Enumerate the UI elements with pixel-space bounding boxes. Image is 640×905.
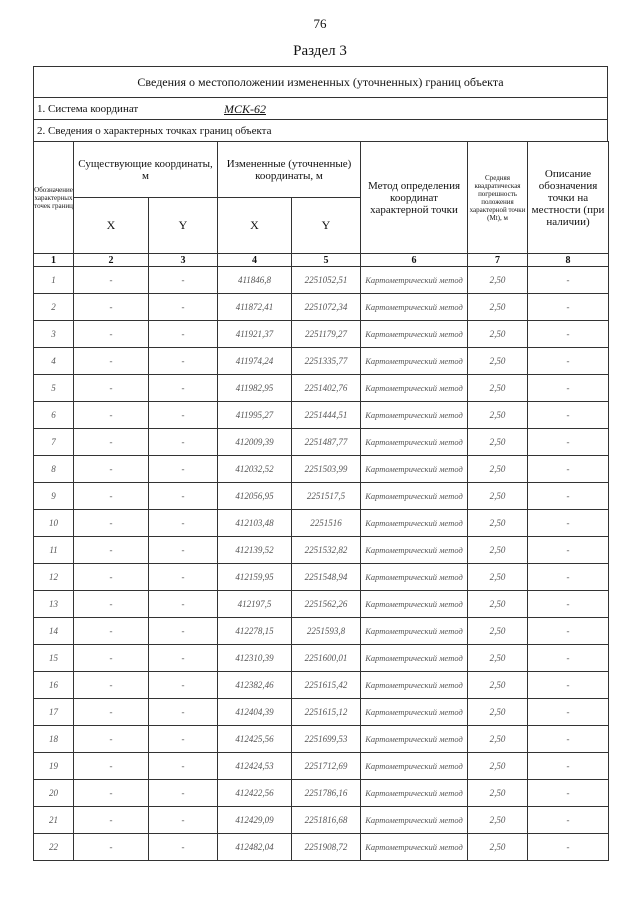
changed-x-cell: 412425,56 [218,726,292,753]
existing-y-cell: - [149,699,218,726]
changed-y-cell: 2251786,16 [292,780,361,807]
method-cell: Картометрический метод [361,834,468,861]
table-row [34,483,609,510]
point-number-cell: 18 [34,726,74,753]
coord-system-row [33,97,608,119]
table-row [34,672,609,699]
existing-y-cell: - [149,483,218,510]
coord-system-label: 1. Система координат [37,103,139,115]
description-cell: - [528,294,609,321]
changed-x-cell: 411974,24 [218,348,292,375]
method-cell: Картометрический метод [361,456,468,483]
accuracy-cell: 2,50 [468,807,528,834]
point-number-cell: 5 [34,375,74,402]
existing-x-cell: - [74,321,149,348]
column-number: 2 [74,254,149,267]
method-cell: Картометрический метод [361,294,468,321]
point-number-cell: 3 [34,321,74,348]
description-cell: - [528,591,609,618]
point-number-cell: 14 [34,618,74,645]
point-number-cell: 2 [34,294,74,321]
description-cell: - [528,456,609,483]
column-number: 7 [468,254,528,267]
point-number-cell: 12 [34,564,74,591]
method-cell: Картометрический метод [361,564,468,591]
accuracy-cell: 2,50 [468,375,528,402]
existing-y-cell: - [149,834,218,861]
accuracy-cell: 2,50 [468,483,528,510]
method-cell: Картометрический метод [361,753,468,780]
column-number-row [34,254,609,267]
method-cell: Картометрический метод [361,375,468,402]
changed-y-cell: 2251444,51 [292,402,361,429]
point-number-cell: 21 [34,807,74,834]
existing-x-cell: - [74,537,149,564]
changed-y-cell: 2251402,76 [292,375,361,402]
existing-y-cell: - [149,753,218,780]
accuracy-cell: 2,50 [468,267,528,294]
column-number: 5 [292,254,361,267]
existing-y-cell: - [149,564,218,591]
changed-y-cell: 2251335,77 [292,348,361,375]
method-cell: Картометрический метод [361,591,468,618]
point-number-cell: 9 [34,483,74,510]
table-row [34,564,609,591]
header-accuracy: Средняя квадратическая погрешность положения характерной точки (Mt), м [468,142,528,254]
accuracy-cell: 2,50 [468,834,528,861]
method-cell: Картометрический метод [361,267,468,294]
description-cell: - [528,537,609,564]
accuracy-cell: 2,50 [468,564,528,591]
existing-y-cell: - [149,672,218,699]
changed-x-cell: 412278,15 [218,618,292,645]
accuracy-cell: 2,50 [468,672,528,699]
accuracy-cell: 2,50 [468,591,528,618]
changed-x-cell: 411921,37 [218,321,292,348]
accuracy-cell: 2,50 [468,780,528,807]
header-changed-y: Y [292,198,361,254]
table-row [34,429,609,456]
existing-x-cell: - [74,780,149,807]
changed-y-cell: 2251503,99 [292,456,361,483]
existing-x-cell: - [74,483,149,510]
point-number-cell: 6 [34,402,74,429]
changed-y-cell: 2251179,27 [292,321,361,348]
method-cell: Картометрический метод [361,618,468,645]
existing-y-cell: - [149,321,218,348]
point-number-cell: 8 [34,456,74,483]
existing-y-cell: - [149,591,218,618]
accuracy-cell: 2,50 [468,645,528,672]
existing-y-cell: - [149,537,218,564]
existing-y-cell: - [149,780,218,807]
column-number: 8 [528,254,609,267]
point-number-cell: 7 [34,429,74,456]
point-number-cell: 11 [34,537,74,564]
method-cell: Картометрический метод [361,780,468,807]
accuracy-cell: 2,50 [468,456,528,483]
changed-x-cell: 412422,56 [218,780,292,807]
changed-x-cell: 412404,39 [218,699,292,726]
changed-y-cell: 2251816,68 [292,807,361,834]
description-cell: - [528,645,609,672]
description-cell: - [528,510,609,537]
point-number-cell: 22 [34,834,74,861]
table-row [34,537,609,564]
method-cell: Картометрический метод [361,699,468,726]
method-cell: Картометрический метод [361,537,468,564]
description-cell: - [528,321,609,348]
table-row [34,456,609,483]
changed-x-cell: 412197,5 [218,591,292,618]
existing-x-cell: - [74,591,149,618]
table-row [34,591,609,618]
header-changed-coords: Измененные (уточненные) координаты, м [218,142,361,198]
changed-x-cell: 411995,27 [218,402,292,429]
accuracy-cell: 2,50 [468,294,528,321]
changed-x-cell: 412009,39 [218,429,292,456]
existing-y-cell: - [149,618,218,645]
accuracy-cell: 2,50 [468,753,528,780]
existing-y-cell: - [149,456,218,483]
table-row [34,726,609,753]
changed-x-cell: 412032,52 [218,456,292,483]
changed-x-cell: 412424,53 [218,753,292,780]
header-existing-y: Y [149,198,218,254]
changed-x-cell: 412482,04 [218,834,292,861]
changed-y-cell: 2251072,34 [292,294,361,321]
description-cell: - [528,618,609,645]
header-existing-x: X [74,198,149,254]
description-cell: - [528,267,609,294]
column-number: 3 [149,254,218,267]
changed-x-cell: 411872,41 [218,294,292,321]
existing-x-cell: - [74,348,149,375]
existing-x-cell: - [74,753,149,780]
method-cell: Картометрический метод [361,807,468,834]
existing-x-cell: - [74,726,149,753]
point-number-cell: 1 [34,267,74,294]
table-row [34,807,609,834]
existing-x-cell: - [74,429,149,456]
description-cell: - [528,564,609,591]
description-cell: - [528,429,609,456]
changed-y-cell: 2251593,8 [292,618,361,645]
coord-system-value: МСК-62 [224,102,266,116]
changed-y-cell: 2251548,94 [292,564,361,591]
header-changed-x: X [218,198,292,254]
header-description: Описание обозначения точки на местности (при наличии) [528,142,609,254]
existing-y-cell: - [149,645,218,672]
accuracy-cell: 2,50 [468,321,528,348]
existing-x-cell: - [74,267,149,294]
table-row [34,780,609,807]
table-row [34,267,609,294]
existing-y-cell: - [149,807,218,834]
existing-x-cell: - [74,294,149,321]
changed-y-cell: 2251699,53 [292,726,361,753]
table-row [34,699,609,726]
description-cell: - [528,483,609,510]
changed-x-cell: 412382,46 [218,672,292,699]
description-cell: - [528,726,609,753]
description-cell: - [528,402,609,429]
changed-y-cell: 2251532,82 [292,537,361,564]
changed-x-cell: 412056,95 [218,483,292,510]
table-row [34,348,609,375]
column-number: 6 [361,254,468,267]
existing-x-cell: - [74,618,149,645]
table-row [34,510,609,537]
point-number-cell: 17 [34,699,74,726]
method-cell: Картометрический метод [361,726,468,753]
table-row [34,645,609,672]
changed-y-cell: 2251562,26 [292,591,361,618]
header-point-designation: Обозначение характерных точек границ [34,142,74,254]
description-cell: - [528,807,609,834]
existing-x-cell: - [74,699,149,726]
description-cell: - [528,672,609,699]
existing-y-cell: - [149,429,218,456]
changed-x-cell: 411846,8 [218,267,292,294]
block-title: Сведения о местоположении измененных (уточненных) границ объекта [33,66,608,97]
existing-x-cell: - [74,834,149,861]
column-number: 1 [34,254,74,267]
existing-y-cell: - [149,267,218,294]
boundary-info-block [33,66,608,861]
method-cell: Картометрический метод [361,510,468,537]
method-cell: Картометрический метод [361,402,468,429]
changed-y-cell: 2251517,5 [292,483,361,510]
table-row [34,375,609,402]
point-number-cell: 13 [34,591,74,618]
points-table [33,141,609,861]
point-number-cell: 16 [34,672,74,699]
changed-x-cell: 412310,39 [218,645,292,672]
method-cell: Картометрический метод [361,429,468,456]
existing-x-cell: - [74,402,149,429]
point-number-cell: 4 [34,348,74,375]
table-row [34,402,609,429]
accuracy-cell: 2,50 [468,429,528,456]
points-section-label: 2. Сведения о характерных точках границ объекта [33,119,608,141]
accuracy-cell: 2,50 [468,348,528,375]
changed-x-cell: 411982,95 [218,375,292,402]
method-cell: Картометрический метод [361,672,468,699]
table-row [34,321,609,348]
existing-x-cell: - [74,375,149,402]
existing-x-cell: - [74,456,149,483]
description-cell: - [528,780,609,807]
changed-x-cell: 412159,95 [218,564,292,591]
method-cell: Картометрический метод [361,645,468,672]
existing-x-cell: - [74,510,149,537]
points-table-body [34,267,609,861]
existing-x-cell: - [74,564,149,591]
method-cell: Картометрический метод [361,348,468,375]
column-number: 4 [218,254,292,267]
description-cell: - [528,348,609,375]
existing-x-cell: - [74,645,149,672]
header-method: Метод определения координат характерной точки [361,142,468,254]
table-row [34,753,609,780]
changed-y-cell: 2251615,42 [292,672,361,699]
accuracy-cell: 2,50 [468,402,528,429]
changed-x-cell: 412139,52 [218,537,292,564]
changed-y-cell: 2251615,12 [292,699,361,726]
table-row [34,294,609,321]
accuracy-cell: 2,50 [468,537,528,564]
accuracy-cell: 2,50 [468,699,528,726]
changed-x-cell: 412103,48 [218,510,292,537]
existing-x-cell: - [74,672,149,699]
existing-y-cell: - [149,726,218,753]
existing-y-cell: - [149,375,218,402]
changed-y-cell: 2251052,51 [292,267,361,294]
description-cell: - [528,753,609,780]
table-row [34,618,609,645]
header-existing-coords: Существующие координаты, м [74,142,218,198]
existing-y-cell: - [149,402,218,429]
existing-y-cell: - [149,294,218,321]
description-cell: - [528,699,609,726]
section-title: Раздел 3 [293,43,347,59]
point-number-cell: 10 [34,510,74,537]
accuracy-cell: 2,50 [468,726,528,753]
page-number: 76 [313,16,327,31]
point-number-cell: 19 [34,753,74,780]
changed-y-cell: 2251487,77 [292,429,361,456]
method-cell: Картометрический метод [361,483,468,510]
method-cell: Картометрический метод [361,321,468,348]
description-cell: - [528,834,609,861]
point-number-cell: 20 [34,780,74,807]
existing-y-cell: - [149,510,218,537]
point-number-cell: 15 [34,645,74,672]
changed-y-cell: 2251516 [292,510,361,537]
description-cell: - [528,375,609,402]
existing-x-cell: - [74,807,149,834]
changed-y-cell: 2251712,69 [292,753,361,780]
changed-y-cell: 2251908,72 [292,834,361,861]
accuracy-cell: 2,50 [468,510,528,537]
existing-y-cell: - [149,348,218,375]
table-row [34,834,609,861]
changed-x-cell: 412429,09 [218,807,292,834]
accuracy-cell: 2,50 [468,618,528,645]
changed-y-cell: 2251600,01 [292,645,361,672]
